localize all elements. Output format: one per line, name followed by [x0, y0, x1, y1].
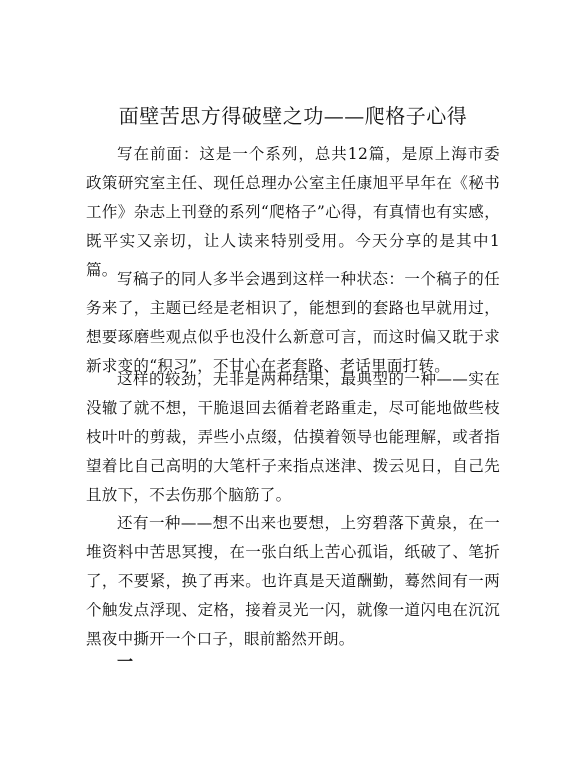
paragraph-2: 写稿子的同人多半会遇到这样一种状态：一个稿子的任务来了，主题已经是老相识了，能想到的套路也早就用过，想要琢磨些观点似乎也没什么新意可言，而这时偏又耽于求新求变的“积习”，不甘心在老套路、老话里面打转。 [86, 270, 500, 375]
paragraph-intro: 写在前面：这是一个系列，总共12篇，是原上海市委政策研究室主任、现任总理办公室主任康旭平早年在《秘书工作》杂志上刊登的系列“爬格子”心得，有真情也有实感，既平实又亲切，让人读来特别受用。今天分享的是其中1篇。 [86, 145, 500, 279]
paragraph-4: 还有一种——想不出来也要想，上穷碧落下黄泉，在一堆资料中苦思冥搜，在一张白纸上苦心孤诣，纸破了、笔折了，不要紧，换了再来。也许真是天道酬勤，蓦然间有一两个触发点浮现、定格，接着灵光一闪，就像一道闪电在沉沉黑夜中撕开一个口子，眼前豁然开朗。 [86, 514, 500, 648]
section-number-fragment: 一 [117, 652, 134, 671]
paragraph-3: 这样的较劲，无非是两种结果，最典型的一种——实在没辙了就不想，干脆退回去循着老路重走，尽可能地做些枝枝叶叶的剪裁，弄些小点缀，估摸着领导也能理解，或者指望着比自己高明的大笔杆子来指点迷津、拨云见日，自己先且放下，不去伤那个脑筋了。 [86, 370, 500, 504]
document-title: 面壁苦思方得破壁之功——爬格子心得 [118, 104, 468, 128]
